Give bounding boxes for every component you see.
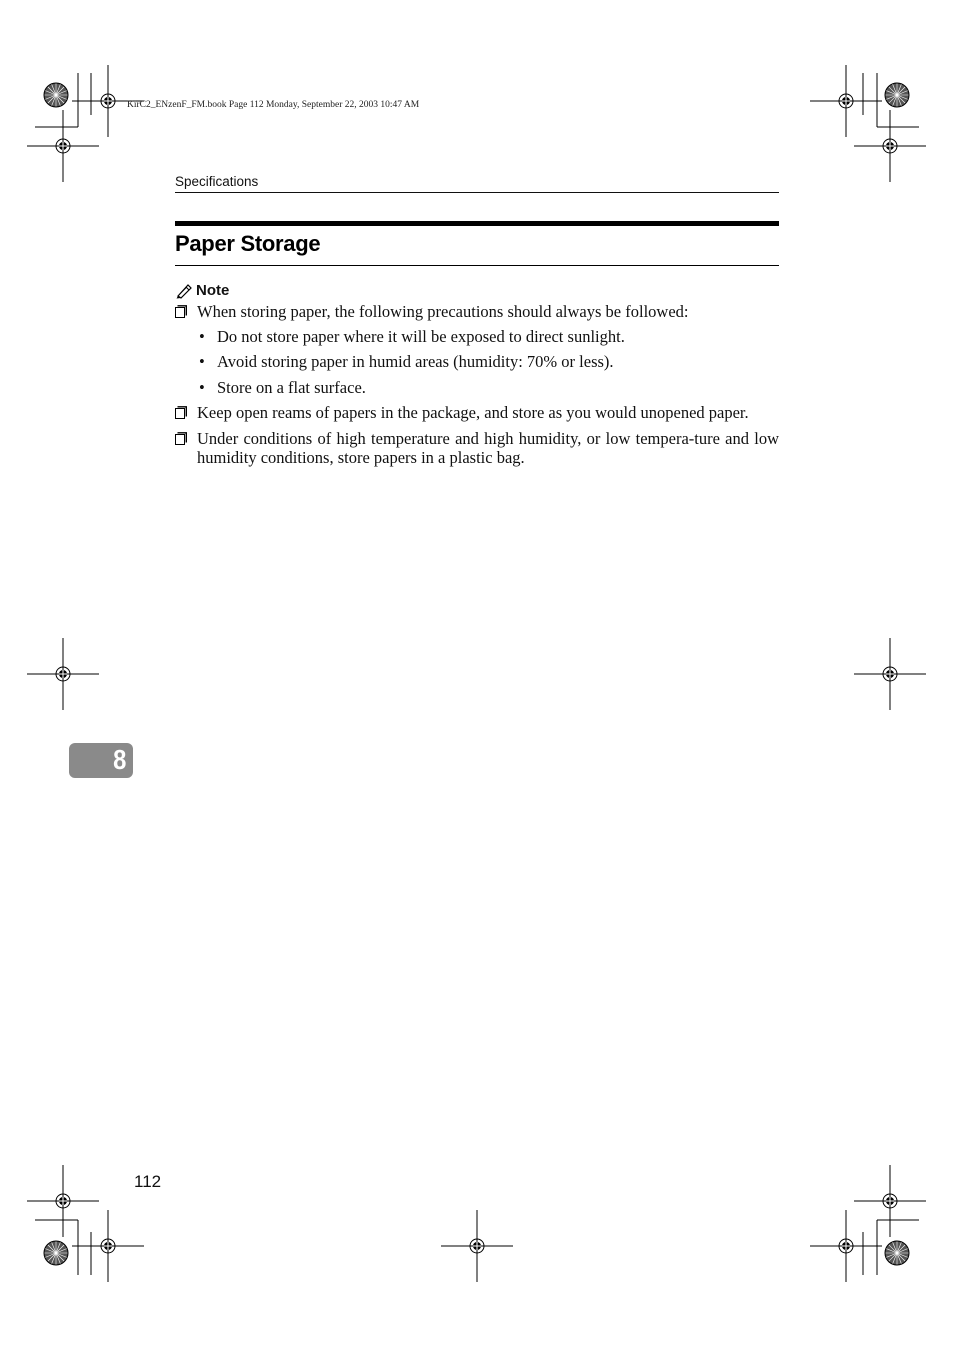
print-slug: KirC2_ENzenF_FM.book Page 112 Monday, September 22, 2003 10:47 AM [127,100,420,110]
checkbox-bullet-icon [175,432,187,446]
bullet-item: • Store on a flat surface. [197,378,779,398]
chapter-tab [69,743,133,778]
chapter-number: 8 [113,744,127,775]
registration-cross-mark [854,1165,926,1237]
note-label: Note [196,282,230,299]
registration-cross-mark [27,638,99,710]
note-item-text: When storing paper, the following precautions should always be followed: [197,302,689,321]
bullet-list [175,327,779,398]
running-head-rule [175,192,779,193]
registration-cross-mark [441,1210,513,1282]
page-number: 112 [134,1172,162,1191]
registration-cross-mark [27,110,99,182]
note-content [175,302,779,474]
checkbox-bullet-icon [175,406,187,420]
note-item [175,429,779,468]
registration-cross-mark [27,1165,99,1237]
note-heading [175,282,229,299]
checkbox-bullet-icon [175,305,187,319]
running-head: Specifications [175,174,259,189]
bullet-item: • Avoid storing paper in humid areas (humidity: 70% or less). [197,352,779,372]
registration-cross-mark [72,1210,144,1282]
color-target-mark [44,1241,68,1265]
registration-cross-mark [854,110,926,182]
section-title-bar [175,221,779,226]
section-title: Paper Storage [175,231,321,256]
color-target-mark [885,83,909,107]
color-target-mark [44,83,68,107]
note-item [175,403,779,423]
note-item-text: Keep open reams of papers in the package, and store as you would unopened paper. [197,403,749,422]
note-item-text: Under conditions of high temperature and high humidity, or low tempera-ture and low humidity conditions, store papers in a plastic bag. [197,428,779,467]
registration-cross-mark [810,65,882,137]
registration-cross-mark [810,1210,882,1282]
registration-cross-mark [854,638,926,710]
color-target-mark [885,1241,909,1265]
bullet-item: • Do not store paper where it will be exposed to direct sunlight. [197,327,779,347]
section-title-rule [175,265,779,266]
note-item [175,302,779,397]
pencil-icon [175,282,193,299]
